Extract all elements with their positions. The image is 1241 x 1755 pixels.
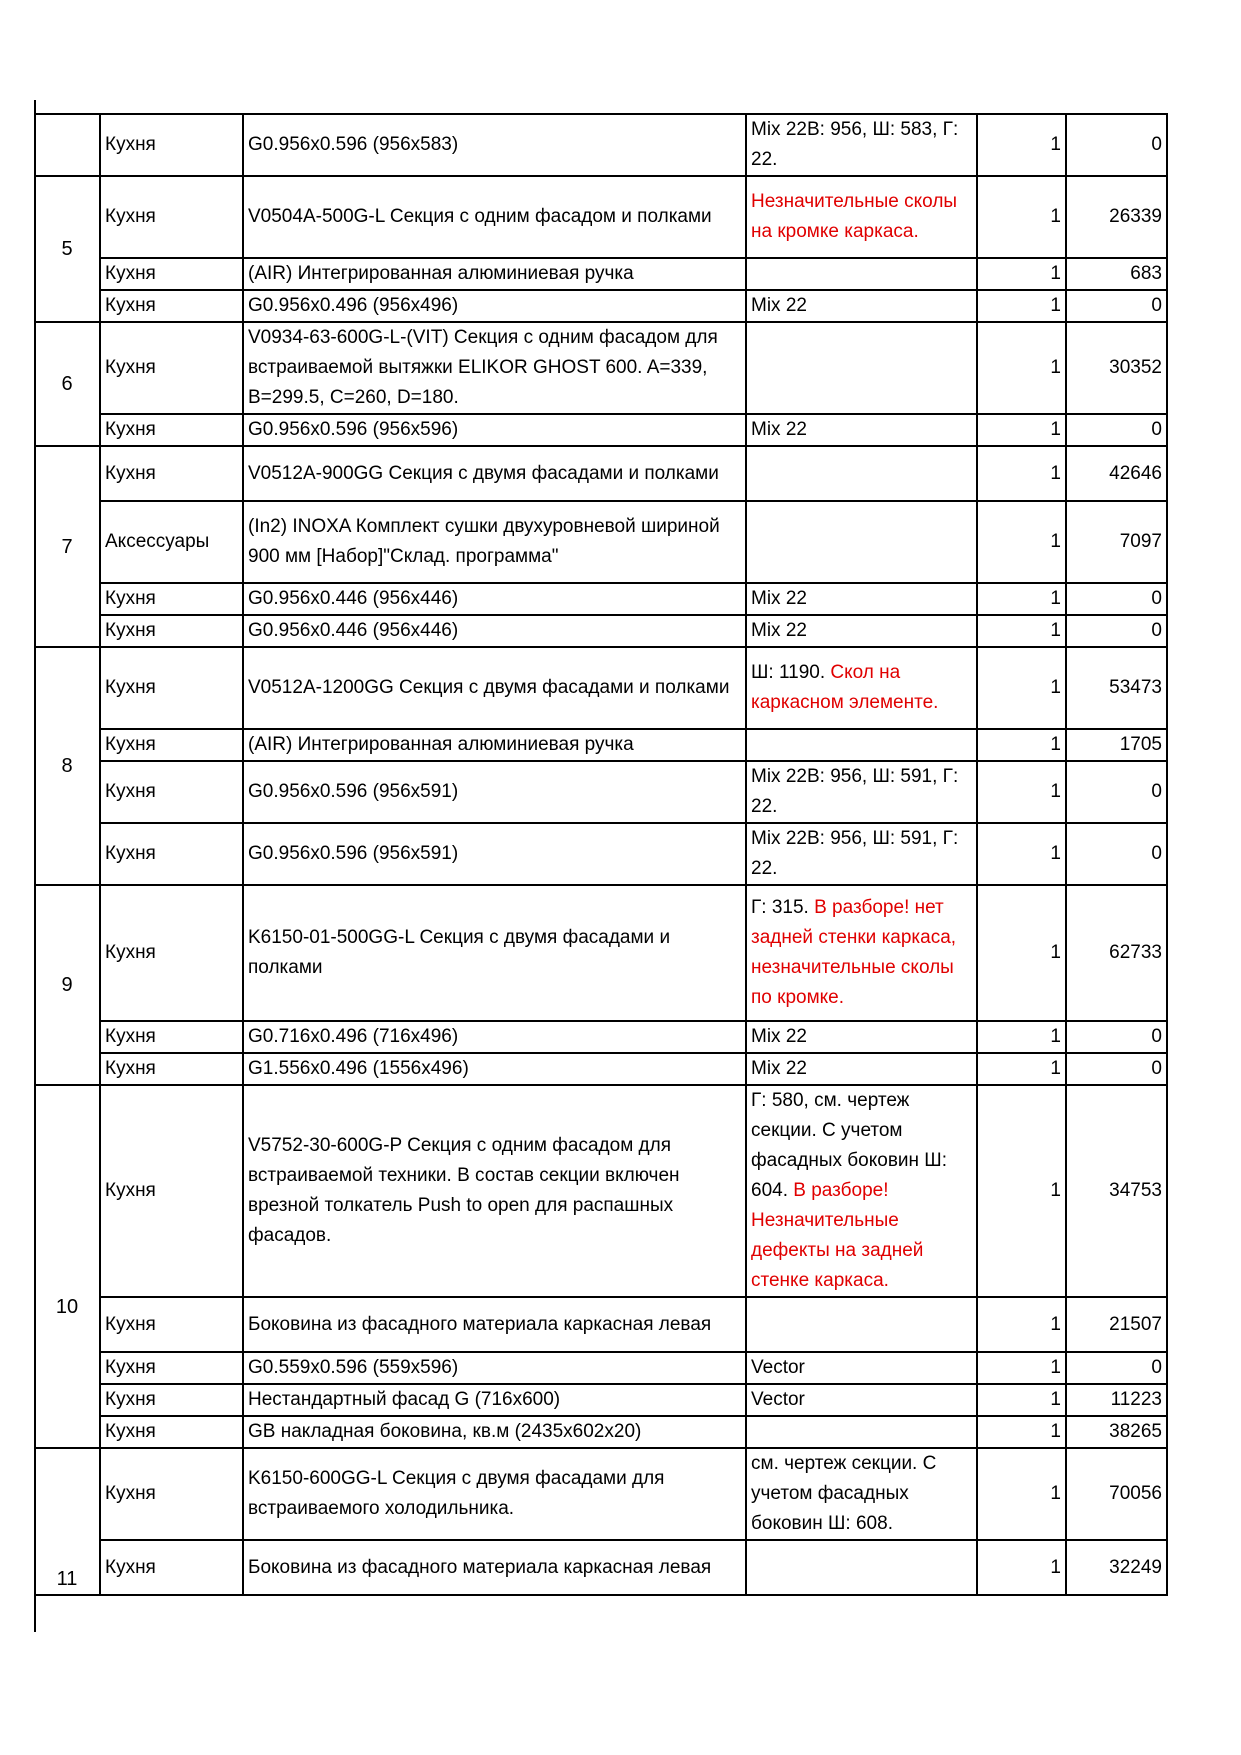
description-cell: GB накладная боковина, кв.м (2435x602x20)	[243, 1416, 746, 1448]
description-cell: (In2) INOXA Комплект сушки двухуровневой шириной 900 мм [Набор]"Склад. программа"	[243, 501, 746, 583]
table-row	[35, 729, 1167, 761]
quantity-cell: 1	[977, 1053, 1066, 1085]
description-cell: V0512A-900GG Секция с двумя фасадами и полками	[243, 446, 746, 501]
defect-note-text: Незначительные сколы на кромке каркаса.	[751, 191, 958, 242]
quantity-cell: 1	[977, 1416, 1066, 1448]
description-cell: G1.556x0.496 (1556x496)	[243, 1053, 746, 1085]
price-cell: 0	[1066, 114, 1167, 176]
quantity-cell: 1	[977, 1540, 1066, 1595]
note-text: Г: 580, см. чертеж секции. С учетом фасадных боковин Ш: 604.	[751, 1090, 947, 1201]
price-cell: 0	[1066, 615, 1167, 647]
note-text: см. чертеж секции. С учетом фасадных боковин Ш: 608.	[751, 1453, 937, 1534]
quantity-cell: 1	[977, 446, 1066, 501]
quantity-cell: 1	[977, 114, 1066, 176]
description-cell: G0.956x0.596 (956x596)	[243, 414, 746, 446]
note-text: Mix 22	[751, 295, 807, 316]
description-cell: K6150-600GG-L Секция с двумя фасадами для встраиваемого холодильника.	[243, 1448, 746, 1540]
note-text: Mix 22В: 956, Ш: 583, Г: 22.	[751, 119, 959, 170]
price-cell: 53473	[1066, 647, 1167, 729]
defect-note-text: В разборе! нет задней стенки каркаса, незначительные сколы по кромке.	[751, 897, 957, 1008]
category-cell: Кухня	[100, 1384, 243, 1416]
table-row	[35, 290, 1167, 322]
price-cell: 0	[1066, 290, 1167, 322]
group-number	[35, 114, 100, 176]
price-cell: 0	[1066, 414, 1167, 446]
category-cell: Кухня	[100, 446, 243, 501]
note-text: Vector	[751, 1357, 805, 1378]
note-cell	[746, 1416, 977, 1448]
category-cell: Кухня	[100, 1352, 243, 1384]
note-cell	[746, 823, 977, 885]
description-cell: Нестандартный фасад G (716x600)	[243, 1384, 746, 1416]
category-cell: Кухня	[100, 1297, 243, 1352]
price-cell: 62733	[1066, 885, 1167, 1021]
table-row	[35, 885, 1167, 1021]
quantity-cell: 1	[977, 1384, 1066, 1416]
quantity-cell: 1	[977, 761, 1066, 823]
description-cell: V5752-30-600G-P Секция с одним фасадом для встраиваемой техники. В состав секции включен врезной толкатель Push to open для распашных фасадов.	[243, 1085, 746, 1297]
price-cell: 32249	[1066, 1540, 1167, 1595]
description-cell: G0.956x0.596 (956x583)	[243, 114, 746, 176]
table-row	[35, 446, 1167, 501]
price-cell: 0	[1066, 1352, 1167, 1384]
note-cell	[746, 414, 977, 446]
quantity-cell: 1	[977, 647, 1066, 729]
quantity-cell: 1	[977, 322, 1066, 414]
group-number: 7	[35, 446, 100, 647]
table-row	[35, 1053, 1167, 1085]
category-cell: Кухня	[100, 1448, 243, 1540]
table-row	[35, 761, 1167, 823]
quantity-cell: 1	[977, 414, 1066, 446]
category-cell: Кухня	[100, 290, 243, 322]
table-row	[35, 823, 1167, 885]
note-text: Г: 315.	[751, 897, 815, 918]
price-cell: 7097	[1066, 501, 1167, 583]
note-cell	[746, 322, 977, 414]
description-cell: V0504A-500G-L Секция с одним фасадом и полками	[243, 176, 746, 258]
group-number: 6	[35, 322, 100, 446]
quantity-cell: 1	[977, 583, 1066, 615]
price-cell: 30352	[1066, 322, 1167, 414]
table-row	[35, 176, 1167, 258]
table-row	[35, 1021, 1167, 1053]
description-cell: V0512A-1200GG Секция с двумя фасадами и полками	[243, 647, 746, 729]
note-cell	[746, 761, 977, 823]
price-cell: 0	[1066, 1053, 1167, 1085]
price-cell: 1705	[1066, 729, 1167, 761]
category-cell: Кухня	[100, 176, 243, 258]
price-cell: 26339	[1066, 176, 1167, 258]
category-cell: Кухня	[100, 761, 243, 823]
note-text: Mix 22В: 956, Ш: 591, Г: 22.	[751, 766, 959, 817]
description-cell: Боковина из фасадного материала каркасная левая	[243, 1297, 746, 1352]
table-row	[35, 647, 1167, 729]
description-cell: G0.559x0.596 (559x596)	[243, 1352, 746, 1384]
price-cell: 0	[1066, 583, 1167, 615]
description-cell: G0.956x0.446 (956x446)	[243, 583, 746, 615]
category-cell: Кухня	[100, 322, 243, 414]
table-row	[35, 1085, 1167, 1297]
defect-note-text: Скол на каркасном элементе.	[751, 662, 939, 713]
table-row	[35, 414, 1167, 446]
price-cell: 11223	[1066, 1384, 1167, 1416]
note-text: Mix 22	[751, 1026, 807, 1047]
note-text: Mix 22	[751, 1058, 807, 1079]
category-cell: Кухня	[100, 729, 243, 761]
note-cell	[746, 1384, 977, 1416]
group-number: 5	[35, 176, 100, 322]
table-row	[35, 258, 1167, 290]
category-cell: Кухня	[100, 1540, 243, 1595]
note-cell	[746, 446, 977, 501]
note-cell	[746, 729, 977, 761]
category-cell: Кухня	[100, 885, 243, 1021]
price-cell: 34753	[1066, 1085, 1167, 1297]
quantity-cell: 1	[977, 729, 1066, 761]
description-cell: G0.716x0.496 (716x496)	[243, 1021, 746, 1053]
price-cell: 683	[1066, 258, 1167, 290]
group-number: 8	[35, 647, 100, 885]
table-row	[35, 322, 1167, 414]
category-cell: Кухня	[100, 1053, 243, 1085]
note-text: Vector	[751, 1389, 805, 1410]
note-cell	[746, 583, 977, 615]
category-cell: Кухня	[100, 1416, 243, 1448]
note-cell	[746, 290, 977, 322]
category-cell: Аксессуары	[100, 501, 243, 583]
table-row	[35, 1416, 1167, 1448]
description-cell: Боковина из фасадного материала каркасная левая	[243, 1540, 746, 1595]
category-cell: Кухня	[100, 583, 243, 615]
note-cell	[746, 1021, 977, 1053]
group-number: 10	[35, 1085, 100, 1448]
price-cell: 21507	[1066, 1297, 1167, 1352]
group-number: 11	[35, 1448, 100, 1595]
note-text: Mix 22В: 956, Ш: 591, Г: 22.	[751, 828, 959, 879]
note-cell	[746, 885, 977, 1021]
quantity-cell: 1	[977, 501, 1066, 583]
category-cell: Кухня	[100, 647, 243, 729]
table-row	[35, 1540, 1167, 1595]
table-row	[35, 1448, 1167, 1540]
group-number: 9	[35, 885, 100, 1085]
category-cell: Кухня	[100, 1085, 243, 1297]
description-cell: G0.956x0.446 (956x446)	[243, 615, 746, 647]
table-row	[35, 1352, 1167, 1384]
description-cell: V0934-63-600G-L-(VIT) Секция с одним фасадом для встраиваемой вытяжки ELIKOR GHOST 600. A=339, B=299.5, C=260, D=180.	[243, 322, 746, 414]
note-cell	[746, 1085, 977, 1297]
price-cell: 42646	[1066, 446, 1167, 501]
table-row	[35, 114, 1167, 176]
description-cell: (AIR) Интегрированная алюминиевая ручка	[243, 258, 746, 290]
description-cell: (AIR) Интегрированная алюминиевая ручка	[243, 729, 746, 761]
description-cell: G0.956x0.596 (956x591)	[243, 823, 746, 885]
defect-note-text: В разборе! Незначительные дефекты на задней стенке каркаса.	[751, 1180, 924, 1291]
spec-table-body	[35, 114, 1167, 1595]
quantity-cell: 1	[977, 885, 1066, 1021]
quantity-cell: 1	[977, 1448, 1066, 1540]
category-cell: Кухня	[100, 823, 243, 885]
category-cell: Кухня	[100, 1021, 243, 1053]
description-cell: G0.956x0.496 (956x496)	[243, 290, 746, 322]
category-cell: Кухня	[100, 615, 243, 647]
spec-table	[35, 113, 1168, 1596]
table-row	[35, 501, 1167, 583]
note-text: Mix 22	[751, 419, 807, 440]
table-row	[35, 615, 1167, 647]
description-cell: G0.956x0.596 (956x591)	[243, 761, 746, 823]
quantity-cell: 1	[977, 1297, 1066, 1352]
note-cell	[746, 114, 977, 176]
quantity-cell: 1	[977, 258, 1066, 290]
quantity-cell: 1	[977, 1085, 1066, 1297]
category-cell: Кухня	[100, 258, 243, 290]
table-row	[35, 1297, 1167, 1352]
price-cell: 0	[1066, 823, 1167, 885]
note-cell	[746, 258, 977, 290]
quantity-cell: 1	[977, 290, 1066, 322]
note-cell	[746, 176, 977, 258]
quantity-cell: 1	[977, 823, 1066, 885]
note-cell	[746, 1352, 977, 1384]
quantity-cell: 1	[977, 176, 1066, 258]
description-cell: K6150-01-500GG-L Секция с двумя фасадами и полками	[243, 885, 746, 1021]
note-text: Ш: 1190.	[751, 662, 831, 683]
note-cell	[746, 501, 977, 583]
quantity-cell: 1	[977, 1352, 1066, 1384]
price-cell: 70056	[1066, 1448, 1167, 1540]
price-cell: 0	[1066, 1021, 1167, 1053]
note-cell	[746, 615, 977, 647]
note-text: Mix 22	[751, 620, 807, 641]
table-row	[35, 1384, 1167, 1416]
category-cell: Кухня	[100, 414, 243, 446]
note-cell	[746, 1448, 977, 1540]
note-cell	[746, 1297, 977, 1352]
quantity-cell: 1	[977, 1021, 1066, 1053]
quantity-cell: 1	[977, 615, 1066, 647]
note-cell	[746, 1540, 977, 1595]
table-row	[35, 583, 1167, 615]
note-cell	[746, 647, 977, 729]
note-cell	[746, 1053, 977, 1085]
price-cell: 0	[1066, 761, 1167, 823]
price-cell: 38265	[1066, 1416, 1167, 1448]
category-cell: Кухня	[100, 114, 243, 176]
note-text: Mix 22	[751, 588, 807, 609]
